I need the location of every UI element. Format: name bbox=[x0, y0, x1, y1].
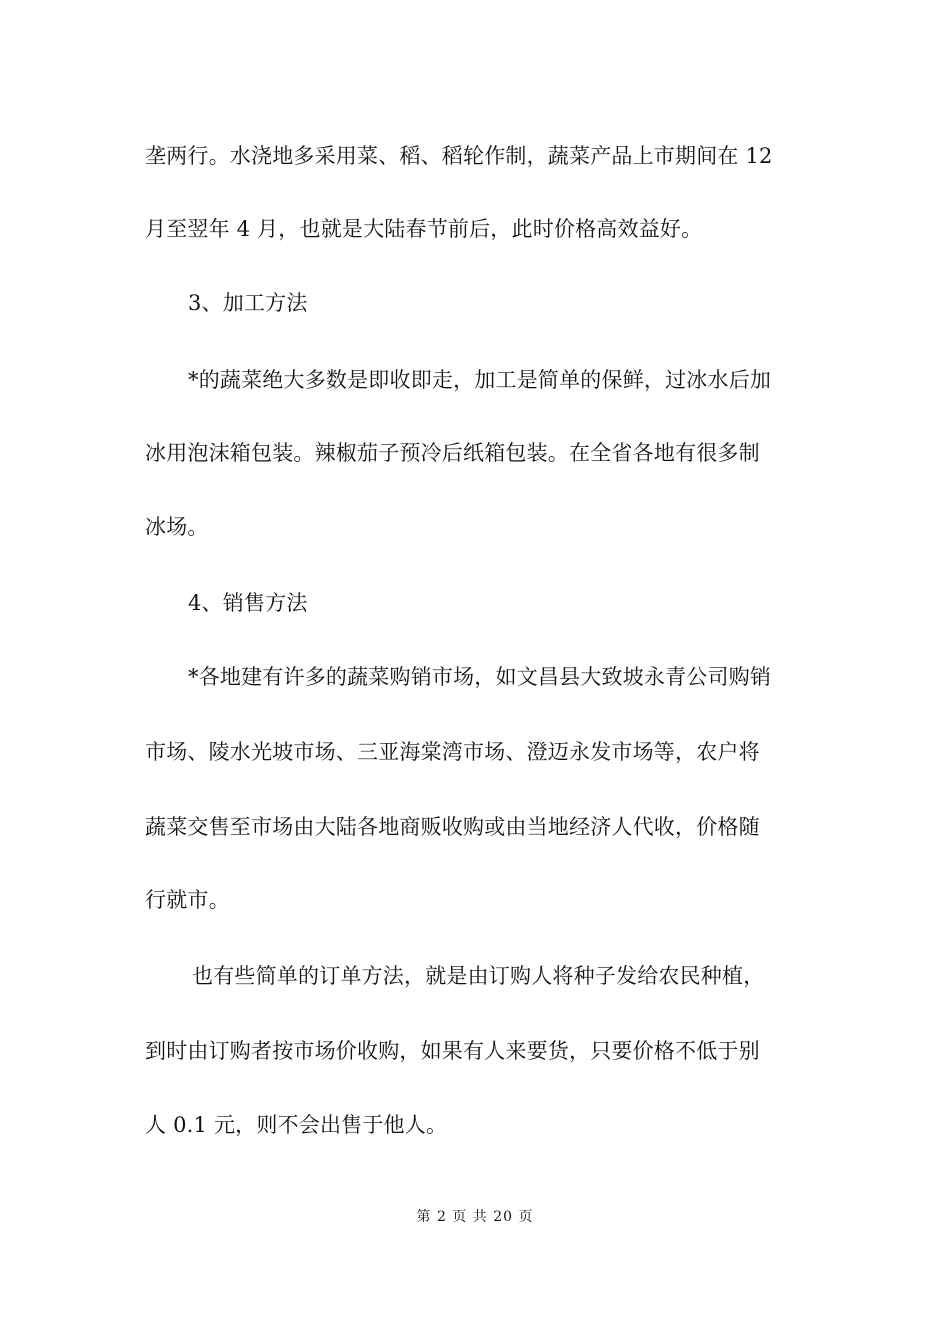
paragraph-line: 行就市。 bbox=[145, 888, 230, 912]
paragraph-line: 垄两行。水浇地多采用菜、稻、稻轮作制，蔬菜产品上市期间在 12 bbox=[145, 144, 773, 168]
paragraph-line: 市场、陵水光坡市场、三亚海棠湾市场、澄迈永发市场等，农户将 bbox=[145, 740, 760, 764]
paragraph-line: 月至翌年 4 月，也就是大陆春节前后，此时价格高效益好。 bbox=[145, 217, 703, 241]
paragraph-line: 也有些简单的订单方法，就是由订购人将种子发给农民种植， bbox=[192, 964, 765, 988]
paragraph-line: 人 0.1 元，则不会出售于他人。 bbox=[145, 1113, 448, 1137]
section-heading-sales: 4、销售方法 bbox=[188, 591, 308, 615]
paragraph-line: *各地建有许多的蔬菜购销市场，如文昌县大致坡永青公司购销 bbox=[188, 665, 772, 689]
paragraph-line: 到时由订购者按市场价收购，如果有人来要货，只要价格不低于别 bbox=[145, 1039, 760, 1063]
paragraph-line: 蔬菜交售至市场由大陆各地商贩收购或由当地经济人代收，价格随 bbox=[145, 815, 760, 839]
paragraph-line: *的蔬菜绝大多数是即收即走，加工是简单的保鲜，过冰水后加 bbox=[188, 368, 772, 392]
paragraph-line: 冰场。 bbox=[145, 515, 209, 539]
section-heading-processing: 3、加工方法 bbox=[188, 291, 308, 315]
page-number-footer: 第 2 页 共 20 页 bbox=[416, 1209, 534, 1225]
paragraph-line: 冰用泡沫箱包装。辣椒茄子预冷后纸箱包装。在全省各地有很多制 bbox=[145, 441, 760, 465]
